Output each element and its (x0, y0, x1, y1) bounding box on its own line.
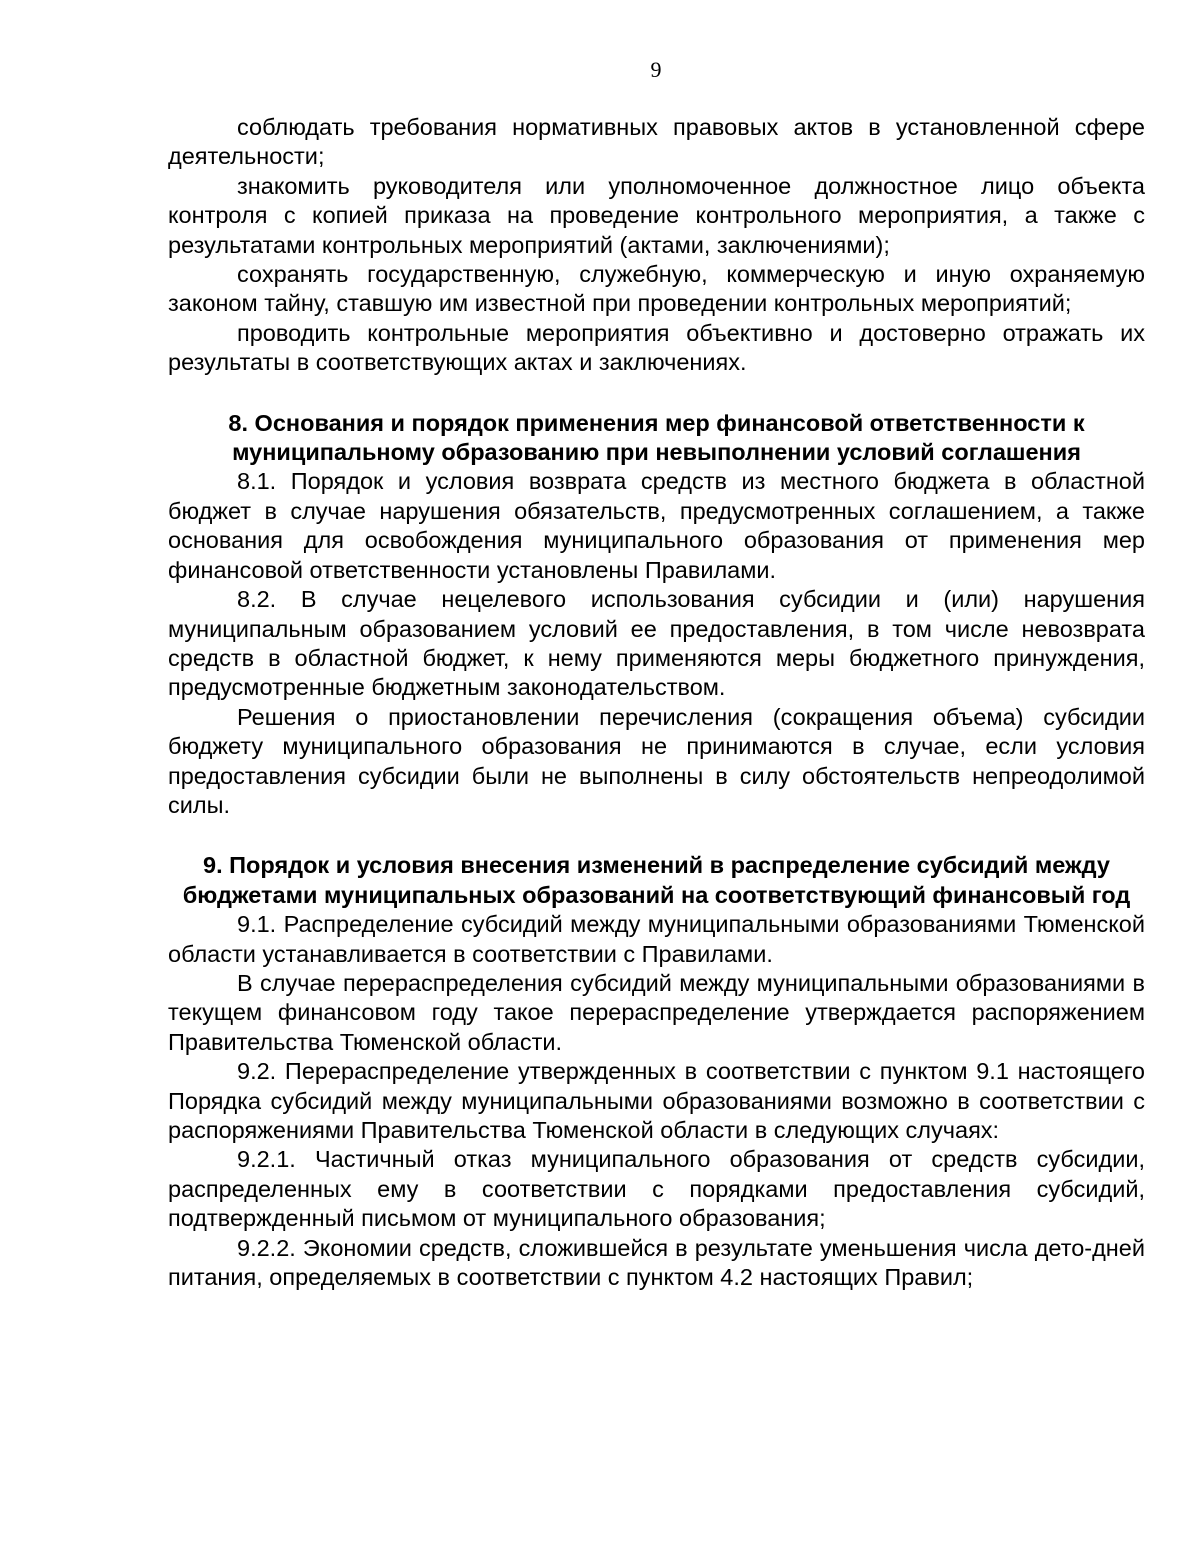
paragraph: В случае перераспределения субсидий между муниципальными образованиями в текущем финансовом году такое перераспределение утверждается распоряжением Правительства Тюменской области. (168, 969, 1145, 1055)
paragraph: соблюдать требования нормативных правовых актов в установленной сфере деятельности; (168, 114, 1145, 170)
paragraph: 9.2.2. Экономии средств, сложившейся в результате уменьшения числа дето-дней питания, определяемых в соответствии с пунктом 4.2 настоящих Правил; (168, 1234, 1145, 1291)
section-gap (168, 820, 1145, 851)
section-heading: 8. Основания и порядок применения мер финансовой ответственности к муниципальному образованию при невыполнении условий соглашения (228, 409, 1085, 466)
paragraph: проводить контрольные мероприятия объективно и достоверно отражать их результаты в соответствующих актах и заключениях. (168, 319, 1145, 376)
section-gap (168, 378, 1145, 409)
page-number: 9 (650, 57, 662, 82)
paragraph: знакомить руководителя или уполномоченное должностное лицо объекта контроля с копией приказа на проведение контрольного мероприятия, а также с результатами контрольных мероприятий (актами, заключениями); (168, 172, 1145, 258)
section-heading: 9. Порядок и условия внесения изменений в распределение субсидий между бюджетами муниципальных образований на соответствующий финансовый год (182, 852, 1131, 908)
paragraph: 9.2.1. Частичный отказ муниципального образования от средств субсидии, распределенных ему в соответствии с порядками предоставления субсидий, подтвержденный письмом от муниципального образования; (168, 1146, 1145, 1232)
paragraph: 9.1. Распределение субсидий между муниципальными образованиями Тюменской области устанавливается в соответствии с Правилами. (168, 911, 1145, 967)
paragraph: 8.1. Порядок и условия возврата средств из местного бюджета в областной бюджет в случае нарушения обязательств, предусмотренных соглашением, а также основания для освобождения муниципального образования от применения мер финансовой ответственности установлены Правилами. (168, 468, 1145, 583)
paragraph: 8.2. В случае нецелевого использования субсидии и (или) нарушения муниципальным образованием условий ее предоставления, в том числе невозврата средств в областной бюджет, к нему применяются меры бюджетного принуждения, предусмотренные бюджетным законодательством. (168, 586, 1145, 701)
paragraph: Решения о приостановлении перечисления (сокращения объема) субсидии бюджету муниципального образования не принимаются в случае, если условия предоставления субсидии были не выполнены в силу обстоятельств непреодолимой силы. (168, 703, 1145, 818)
document-body (168, 113, 1145, 1292)
paragraph: сохранять государственную, служебную, коммерческую и иную охраняемую законом тайну, ставшую им известной при проведении контрольных мероприятий; (168, 261, 1145, 317)
paragraph: 9.2. Перераспределение утвержденных в соответствии с пунктом 9.1 настоящего Порядка субсидий между муниципальными образованиями возможно в соответствии с распоряжениями Правительства Тюменской области в следующих случаях: (168, 1058, 1145, 1143)
